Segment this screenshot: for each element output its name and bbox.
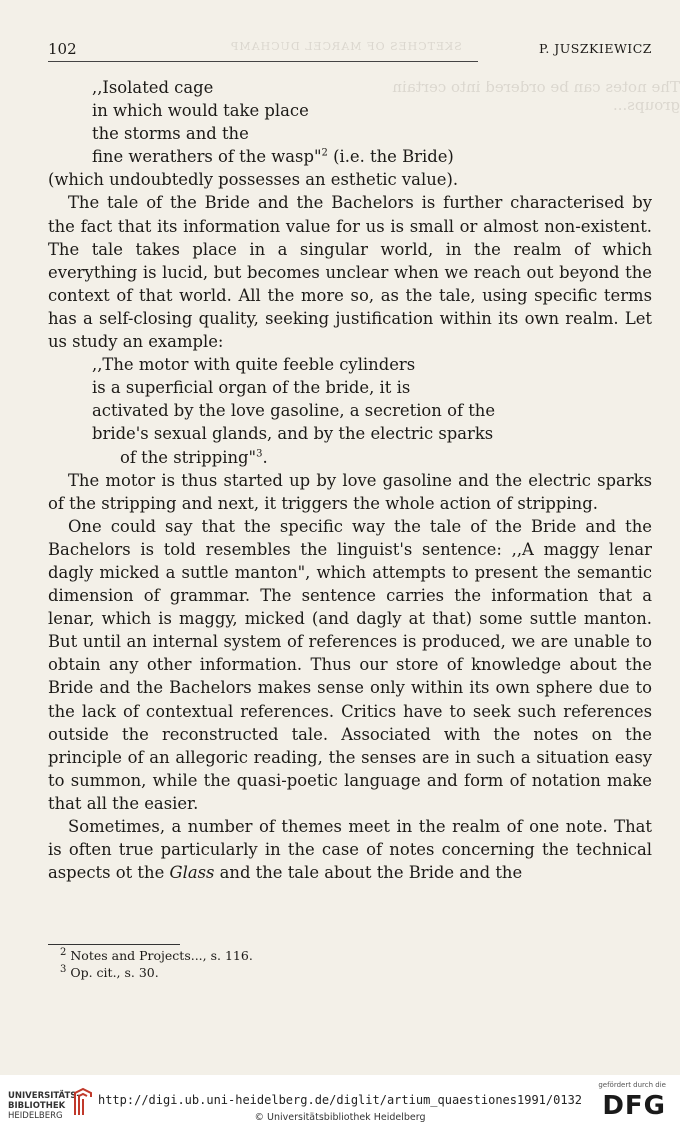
- quote-line: ,,Isolated cage: [92, 78, 214, 97]
- quote-line: the storms and the: [92, 124, 249, 144]
- block-quote-1: [48, 76, 652, 168]
- bleed-through-head: SKETCHES OF MARCEL DUCHAMP: [230, 40, 462, 53]
- paragraph: One could say that the specific way the tale of the Bride and the Bachelors is told resembles the linguist's sentence: ,,A maggy lenar dagly micked a suttle manton", which attempts to present the semantic dimension of grammar. The sentence carries the information that a lenar, which is maggy, micked (and dagly at that) some suttle manton. But until an internal system of references is produced, we are unable to obtain any other information. Thus our store of knowledge about the Bride and the Bachelors makes sense only within its own sphere due to the lack of contextual references. Critics have to seek such references outside the reconstructed tale. Associated with the notes on the principle of an allegoric reading, the senses are in such a situation easy to summon, while the quasi-poetic language and form of notation make that all the easier.: [48, 516, 652, 813]
- body-text: [48, 76, 652, 884]
- footnote: [60, 948, 253, 963]
- footnote-number: 3: [60, 963, 67, 975]
- dfg-logo: DFG: [602, 1091, 666, 1121]
- header-rule: [48, 61, 478, 62]
- page-number: 102: [48, 40, 77, 58]
- quote-line: is a superficial organ of the bride, it is: [92, 378, 411, 398]
- quote-line: in which would take place: [92, 101, 309, 121]
- quote-text: of the stripping": [120, 447, 257, 467]
- paragraph-text: and the tale about the Bride and the: [214, 863, 523, 883]
- footnote-ref[interactable]: 2: [321, 147, 328, 159]
- block-quote-2: [48, 353, 652, 468]
- running-head: P. JUSZKIEWICZ: [538, 41, 652, 56]
- library-name-line: UNIVERSITÄTS-: [8, 1091, 80, 1101]
- quote-line: activated by the love gasoline, a secretion of the: [92, 401, 496, 421]
- quote-line: ,,The motor with quite feeble cylinders: [92, 355, 416, 375]
- library-name-line: HEIDELBERG: [8, 1111, 63, 1121]
- source-url-link[interactable]: http://digi.ub.uni-heidelberg.de/diglit/artium_quaestiones1991/0132: [97, 1093, 583, 1107]
- quote-tail: (i.e. the Bride): [327, 147, 454, 167]
- paragraph: The motor is thus started up by love gasoline and the electric sparks of the stripping and next, it triggers the whole action of stripping.: [48, 470, 652, 513]
- library-name-line: BIBLIOTHEK: [8, 1101, 66, 1111]
- paragraph-text: Sometimes, a number of themes meet in the realm of one note. That is often true particularly in the case of notes concerning the technical aspects ot the: [48, 817, 652, 883]
- viewer-footer: [0, 1075, 680, 1130]
- footnote-number: 2: [60, 946, 67, 958]
- quote-end: .: [262, 447, 268, 467]
- quote-line: bride's sexual glands, and by the electric sparks: [92, 424, 494, 444]
- quote-text: fine werathers of the wasp": [92, 147, 322, 167]
- page-header: [48, 40, 652, 62]
- footnote-rule: [48, 944, 180, 945]
- bleed-through-text: The notes can be ordered into certain groups...: [392, 78, 680, 114]
- quote-followup: (which undoubtedly possesses an esthetic value).: [48, 170, 459, 190]
- footnote-ref[interactable]: 3: [256, 448, 263, 460]
- paragraph: The tale of the Bride and the Bachelors is further characterised by the fact that its information value for us is small or almost non-existent. The tale takes place in a singular world, in the realm of which everything is lucid, but becomes unclear when we reach out beyond the context of that world. All the more so, as the tale, using specific terms has a self-closing quality, seeking justification within its own realm. Let us study an example:: [48, 193, 652, 352]
- emphasis-title: Glass: [169, 863, 215, 883]
- footnote-text: Op. cit., s. 30.: [70, 965, 159, 980]
- footnote: [60, 965, 159, 980]
- quote-line: [92, 145, 652, 168]
- quote-line: [64, 446, 652, 469]
- funding-note: gefördert durch die: [598, 1081, 666, 1089]
- paragraph: [48, 815, 652, 884]
- footnote-text: Notes and Projects..., s. 116.: [70, 948, 253, 963]
- copyright-notice: © Universitätsbibliothek Heidelberg: [254, 1112, 426, 1123]
